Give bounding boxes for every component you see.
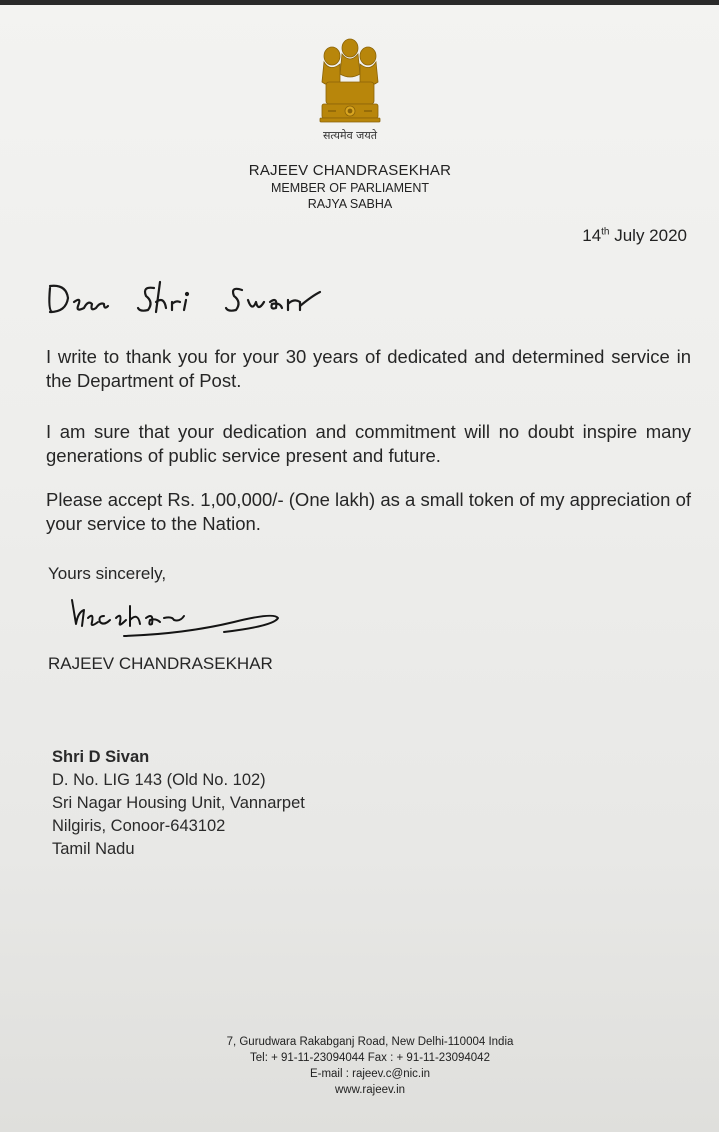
letterhead: [200, 162, 500, 211]
date-day: 14: [582, 226, 602, 245]
handwritten-salutation: [44, 270, 344, 320]
footer-address: 7, Gurudwara Rakabganj Road, New Delhi-110004 India: [226, 1036, 514, 1048]
footer-web: www.rajeev.in: [334, 1084, 406, 1096]
address-line-3: Nilgiris, Conoor-643102: [52, 817, 226, 835]
body-paragraph-2: I am sure that your dedication and commitment will no doubt inspire many generations of public service present and future.: [46, 421, 691, 466]
letterhead-name: RAJEEV CHANDRASEKHAR: [248, 162, 452, 179]
date-rest: July 2020: [609, 226, 687, 245]
letter-date: [582, 226, 687, 246]
date-suffix: th: [601, 226, 610, 238]
recipient-address: [52, 746, 305, 861]
emblem-motto: सत्यमेव जयते: [322, 129, 377, 142]
address-line-1: D. No. LIG 143 (Old No. 102): [52, 771, 266, 789]
body-paragraph-1: I write to thank you for your 30 years of dedicated and determined service in the Department of Post.: [46, 346, 691, 391]
page-top-edge: [0, 0, 719, 5]
address-line-2: Sri Nagar Housing Unit, Vannarpet: [52, 794, 305, 812]
body-paragraph-3: Please accept Rs. 1,00,000/- (One lakh) as a small token of my appreciation of your service to the Nation.: [46, 489, 691, 534]
recipient-name: Shri D Sivan: [52, 748, 150, 766]
letterhead-house: RAJYA SABHA: [307, 197, 393, 211]
closing: Yours sincerely,: [48, 564, 167, 583]
footer-email: E-mail : rajeev.c@nic.in: [309, 1068, 431, 1080]
address-line-4: Tamil Nadu: [52, 840, 135, 858]
footer-phone: Tel: + 91-11-23094044 Fax : + 91-11-23094042: [250, 1052, 490, 1064]
handwritten-signature: [64, 592, 294, 652]
letterhead-footer: [180, 1034, 560, 1098]
letterhead-role: MEMBER OF PARLIAMENT: [270, 181, 430, 195]
signatory-name: RAJEEV CHANDRASEKHAR: [48, 654, 273, 673]
